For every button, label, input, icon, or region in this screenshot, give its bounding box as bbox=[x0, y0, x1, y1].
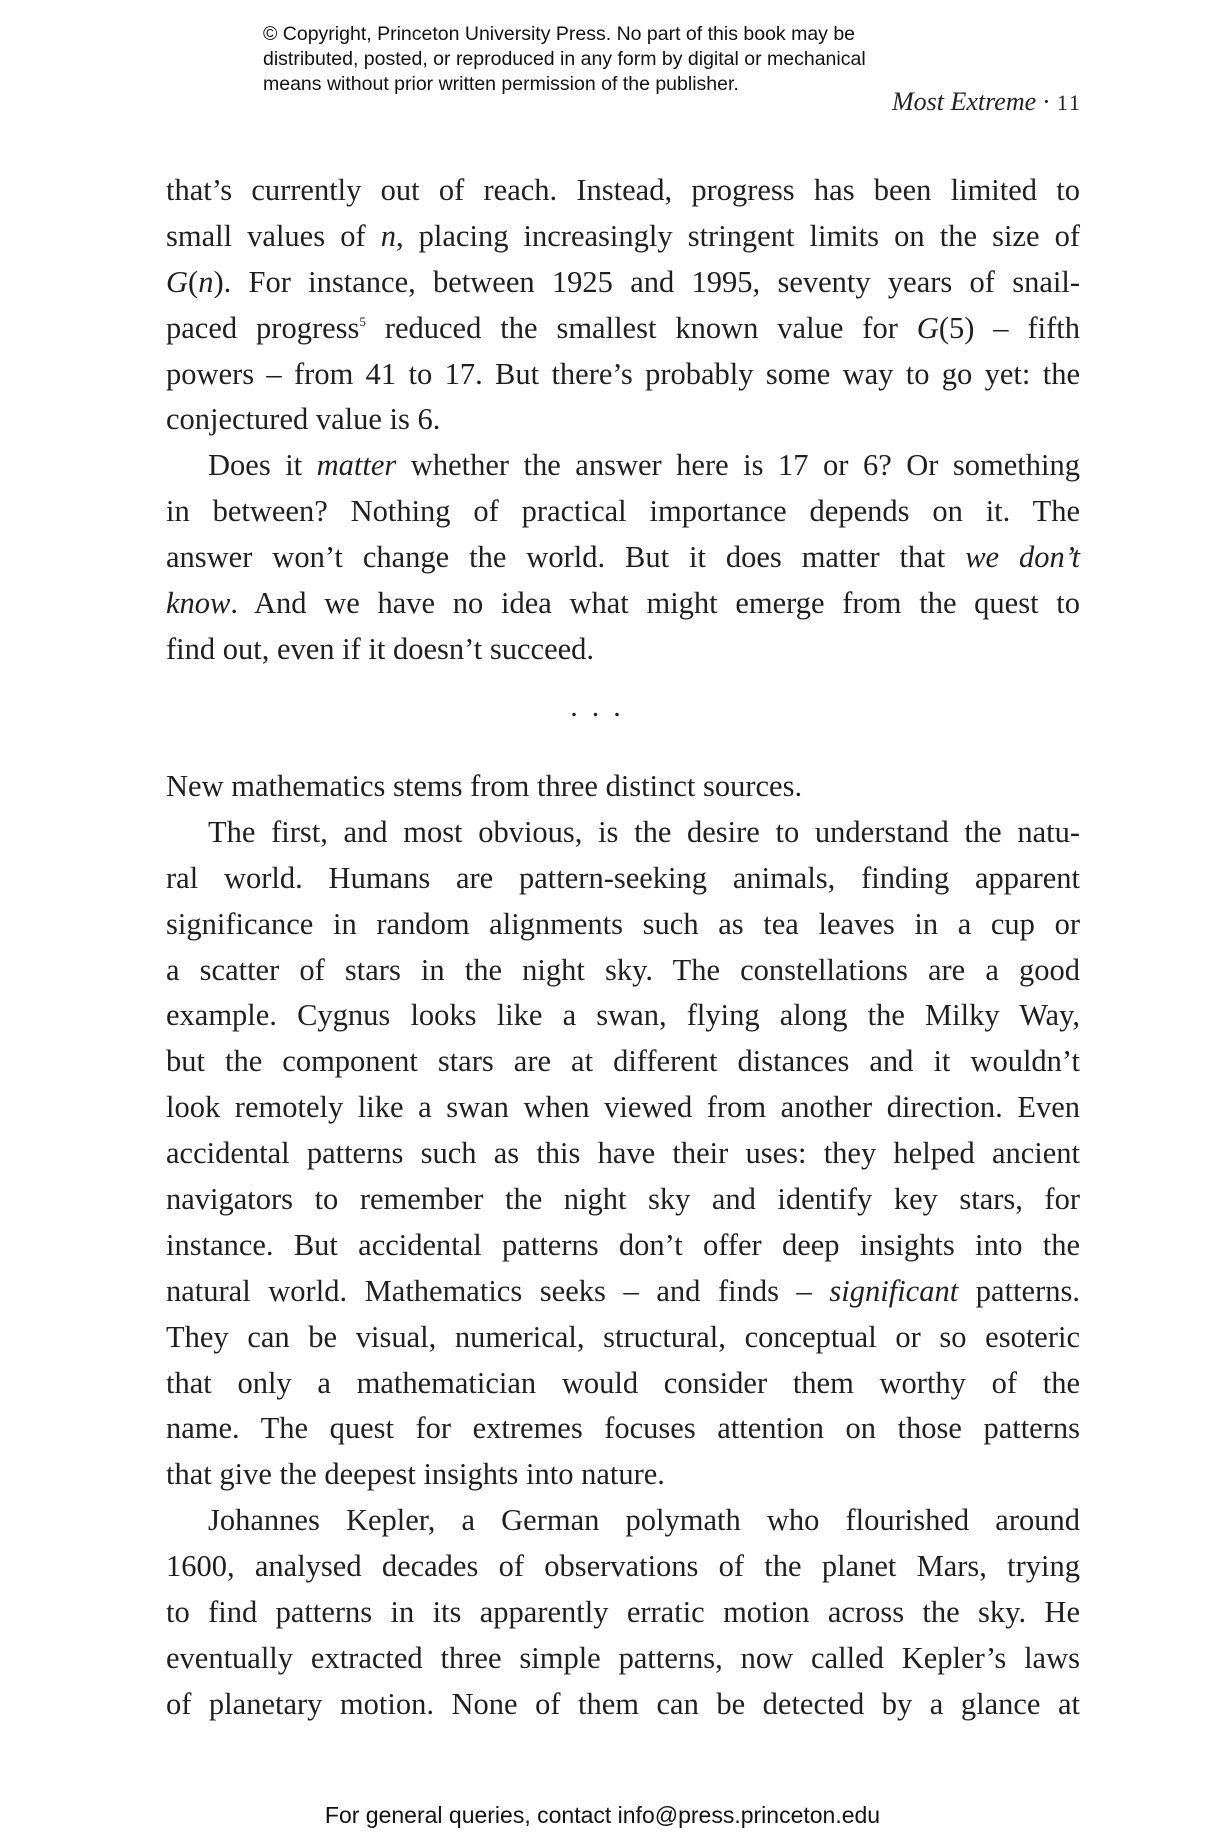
footnote-marker: 5 bbox=[359, 313, 366, 329]
text-run: of planetary motion. None of them can be detected by a glance at bbox=[166, 1686, 1080, 1721]
text-run: ). For instance, between 1925 and 1995, seventy years of snail- bbox=[213, 264, 1080, 299]
copyright-line: distributed, posted, or reproduced in any form by digital or mechanical bbox=[263, 48, 866, 70]
math-variable: n bbox=[380, 218, 396, 253]
text-line bbox=[166, 856, 1080, 902]
copyright-line: means without prior written permission of the publisher. bbox=[263, 73, 739, 95]
text-line bbox=[166, 1682, 1080, 1728]
text-line bbox=[166, 902, 1080, 948]
text-run: ral world. Humans are pattern-seeking animals, finding apparent bbox=[166, 860, 1080, 895]
text-line bbox=[166, 627, 1080, 673]
text-run: answer won’t change the world. But it does matter that bbox=[166, 540, 966, 575]
emphasis: we don’t bbox=[965, 540, 1080, 575]
footer-contact: For general queries, contact info@press.princeton.edu bbox=[324, 1802, 881, 1828]
running-head-separator: · bbox=[1042, 87, 1051, 116]
text-run: Does it bbox=[208, 448, 317, 483]
text-run: in between? Nothing of practical importance depends on it. The bbox=[166, 494, 1080, 529]
math-variable: G bbox=[916, 310, 939, 345]
text-line bbox=[166, 214, 1080, 260]
text-run: conjectured value is 6. bbox=[166, 402, 441, 437]
text-line bbox=[166, 993, 1080, 1039]
text-line bbox=[166, 581, 1080, 627]
text-run: 1600, analysed decades of observations of the planet Mars, trying bbox=[166, 1549, 1080, 1584]
text-run: They can be visual, numerical, structural, conceptual or so esoteric bbox=[166, 1319, 1080, 1354]
text-run: The first, and most obvious, is the desire to understand the natu- bbox=[208, 814, 1080, 849]
text-line bbox=[166, 1131, 1080, 1177]
text-line bbox=[166, 489, 1080, 535]
text-line bbox=[166, 1223, 1080, 1269]
text-run: accidental patterns such as this have their uses: they helped ancient bbox=[166, 1136, 1080, 1171]
text-run: patterns. bbox=[958, 1273, 1080, 1308]
text-line bbox=[166, 1085, 1080, 1131]
text-line bbox=[166, 1039, 1080, 1085]
text-run: eventually extracted three simple patterns, now called Kepler’s laws bbox=[166, 1640, 1080, 1675]
text-run: Johannes Kepler, a German polymath who flourished around bbox=[208, 1503, 1080, 1538]
text-line bbox=[166, 1636, 1080, 1682]
text-line bbox=[166, 1452, 1080, 1498]
text-run: navigators to remember the night sky and identify key stars, for bbox=[166, 1182, 1080, 1217]
text-run: ( bbox=[188, 264, 199, 299]
text-line bbox=[166, 1269, 1080, 1315]
text-run: paced progress bbox=[166, 310, 360, 345]
copyright-notice bbox=[263, 22, 866, 97]
page-number: 11 bbox=[1056, 90, 1082, 115]
text-line bbox=[166, 535, 1080, 581]
section-break: ... bbox=[570, 690, 635, 723]
copyright-line: © Copyright, Princeton University Press. No part of this book may be bbox=[263, 23, 856, 45]
text-run: look remotely like a swan when viewed from another direction. Even bbox=[166, 1090, 1080, 1125]
text-line bbox=[166, 443, 1080, 489]
text-run: . And we have no idea what might emerge from the quest to bbox=[230, 586, 1080, 621]
text-run: name. The quest for extremes focuses attention on those patterns bbox=[166, 1411, 1080, 1446]
text-line bbox=[166, 764, 1080, 810]
text-run: a scatter of stars in the night sky. The constellations are a good bbox=[166, 952, 1080, 987]
math-variable: n bbox=[198, 264, 214, 299]
running-head bbox=[892, 87, 1082, 118]
text-run: (5) – fifth bbox=[938, 310, 1080, 345]
text-line bbox=[166, 810, 1080, 856]
text-line bbox=[166, 1498, 1080, 1544]
emphasis: know bbox=[166, 586, 231, 621]
text-run: that’s currently out of reach. Instead, progress has been limited to bbox=[166, 173, 1080, 207]
text-run: whether the answer here is 17 or 6? Or something bbox=[396, 448, 1080, 483]
running-title: Most Extreme bbox=[891, 87, 1037, 116]
body-text-block-2 bbox=[166, 764, 1080, 1728]
text-line bbox=[166, 1406, 1080, 1452]
text-line bbox=[166, 352, 1080, 398]
text-run: small values of bbox=[166, 218, 381, 253]
body-text-block-1 bbox=[166, 168, 1080, 673]
text-line bbox=[166, 306, 1080, 352]
text-run: find out, even if it doesn’t succeed. bbox=[166, 631, 595, 666]
text-line bbox=[166, 1315, 1080, 1361]
text-line bbox=[166, 168, 1080, 214]
text-run: , placing increasingly stringent limits on the size of bbox=[395, 218, 1080, 253]
text-line bbox=[166, 948, 1080, 994]
math-variable: G bbox=[166, 264, 189, 299]
text-run: example. Cygnus looks like a swan, flying along the Milky Way, bbox=[166, 998, 1080, 1033]
text-line bbox=[166, 1544, 1080, 1590]
emphasis: significant bbox=[829, 1273, 959, 1308]
text-run: natural world. Mathematics seeks – and finds – bbox=[166, 1273, 830, 1308]
text-line bbox=[166, 1177, 1080, 1223]
text-run: significance in random alignments such as tea leaves in a cup or bbox=[166, 906, 1080, 941]
text-run: to find patterns in its apparently erratic motion across the sky. He bbox=[166, 1595, 1080, 1630]
emphasis: matter bbox=[316, 448, 397, 483]
text-line bbox=[166, 397, 1080, 443]
text-line bbox=[166, 1361, 1080, 1407]
text-line bbox=[166, 260, 1080, 306]
text-line bbox=[166, 1590, 1080, 1636]
text-run: that give the deepest insights into nature. bbox=[166, 1457, 665, 1492]
text-run: instance. But accidental patterns don’t offer deep insights into the bbox=[166, 1227, 1080, 1262]
text-run: reduced the smallest known value for bbox=[365, 310, 917, 345]
text-run: but the component stars are at different distances and it wouldn’t bbox=[166, 1044, 1080, 1079]
text-run: New mathematics stems from three distinct sources. bbox=[166, 769, 803, 803]
text-run: that only a mathematician would consider them worthy of the bbox=[166, 1365, 1080, 1400]
text-run: powers – from 41 to 17. But there’s probably some way to go yet: the bbox=[166, 356, 1080, 391]
